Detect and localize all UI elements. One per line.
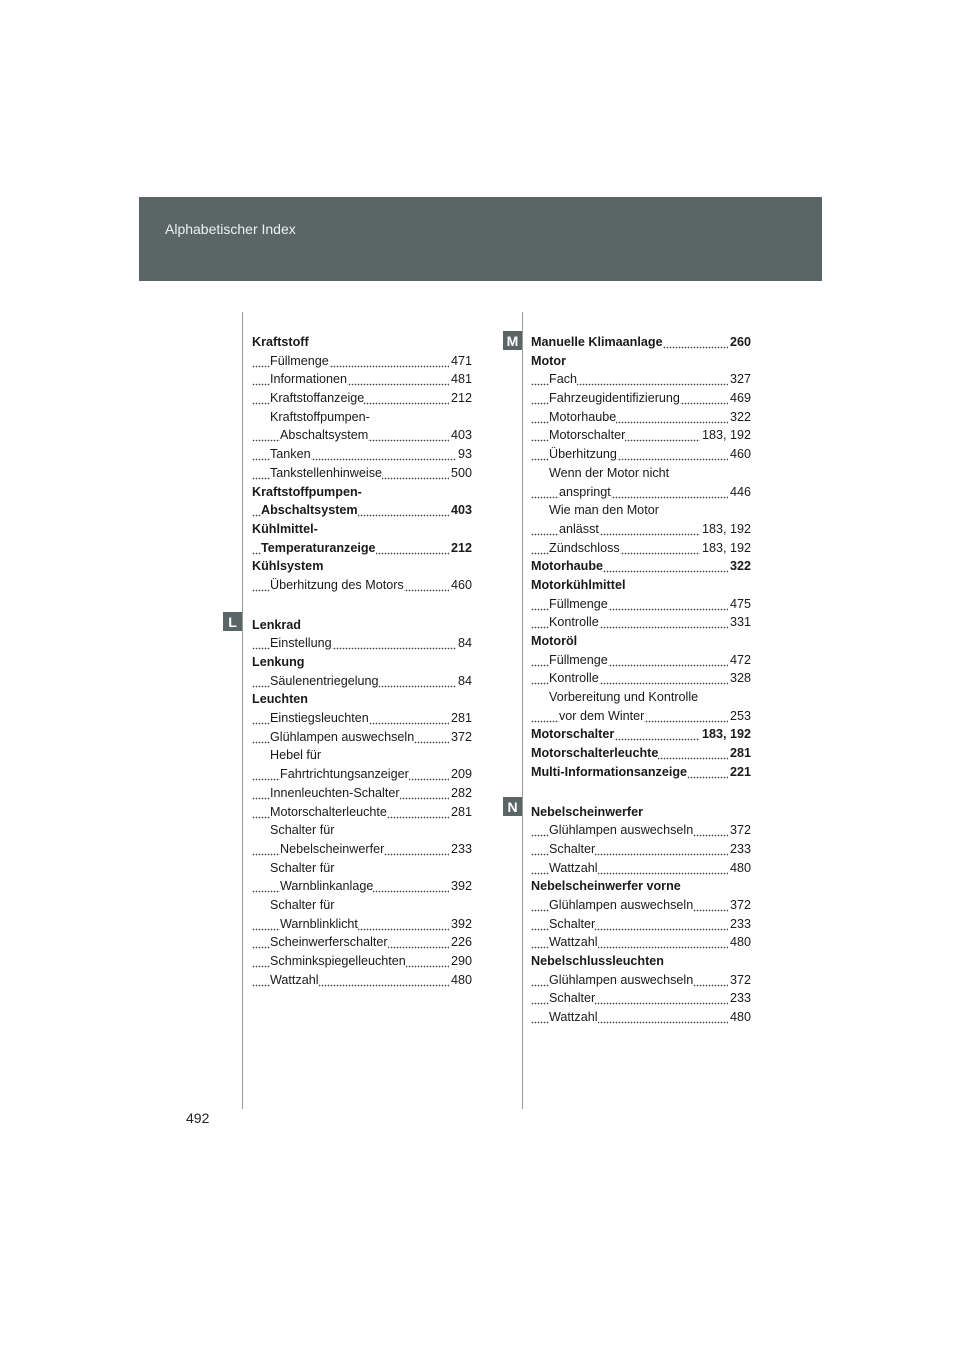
index-entry-page: 281 — [449, 709, 472, 728]
index-entry-text: Multi-Informationsanzeige — [531, 764, 688, 779]
index-entry-text: Tankstellenhinweise — [270, 465, 383, 480]
index-entry — [252, 821, 472, 840]
index-entry-text: Wattzahl — [549, 935, 598, 950]
index-entry-text: Überhitzung — [549, 447, 617, 462]
index-entry-page: 372 — [728, 896, 751, 915]
index-entry-text: Leuchten — [252, 692, 308, 707]
index-entry — [531, 576, 751, 595]
index-entry — [531, 859, 751, 878]
index-entry-page: 226 — [449, 933, 472, 952]
index-entry — [252, 408, 472, 427]
index-entry-page: 233 — [728, 989, 751, 1008]
index-entry-text: Temperaturanzeige — [261, 540, 376, 555]
index-entry-text: Wie man den Motor — [549, 503, 659, 518]
index-entry-text: Nebelschlussleuchten — [531, 954, 664, 968]
index-entry-text: Innenleuchten-Schalter — [270, 785, 400, 800]
page-header — [139, 197, 822, 281]
right-column-divider — [522, 312, 523, 1109]
index-entry — [531, 877, 751, 896]
index-entry — [252, 483, 472, 502]
index-entry — [252, 803, 472, 822]
index-entry — [252, 539, 472, 558]
index-entry — [531, 483, 751, 502]
index-entry-text: Kontrolle — [549, 615, 599, 630]
index-entry — [252, 971, 472, 990]
index-entry-page: 281 — [449, 803, 472, 822]
index-entry — [252, 576, 472, 595]
index-entry — [252, 634, 472, 653]
index-entry — [252, 426, 472, 445]
index-entry — [531, 915, 751, 934]
index-entry-page: 212 — [449, 539, 472, 558]
index-entry-page: 84 — [456, 634, 472, 653]
index-entry-page: 233 — [449, 840, 472, 859]
index-entry-text: Fach — [549, 372, 577, 387]
index-entry-text: Füllmenge — [549, 652, 608, 667]
index-entry-text: Motoröl — [531, 634, 578, 648]
index-entry-page: 260 — [728, 333, 751, 352]
index-entry-text: Manuelle Klimaanlage — [531, 335, 663, 349]
index-entry-text: Glühlampen auswechseln — [549, 823, 694, 838]
index-entry-text: Wattzahl — [549, 860, 598, 875]
index-entry-page: 322 — [728, 408, 751, 427]
index-entry-text: anspringt — [559, 484, 611, 499]
index-entry-page: 460 — [728, 445, 751, 464]
index-entry-text: Wattzahl — [270, 972, 319, 987]
index-entry — [531, 651, 751, 670]
index-entry-text: anlässt — [559, 521, 599, 536]
index-entry-text: Kühlmittel- — [252, 521, 318, 536]
index-entry-page: 281 — [728, 744, 751, 763]
index-entry-page: 328 — [728, 669, 751, 688]
index-group-m — [531, 333, 751, 782]
index-entry-text: Nebelscheinwerfer — [531, 804, 643, 819]
index-column-right — [531, 333, 751, 1027]
index-entry-page: 460 — [449, 576, 472, 595]
index-entry-page: 469 — [728, 389, 751, 408]
index-entry-page: 446 — [728, 483, 751, 502]
left-column-divider — [242, 312, 243, 1109]
index-entry-page: 322 — [728, 557, 751, 576]
index-entry — [531, 688, 751, 707]
index-entry-text: Abschaltsystem — [261, 503, 358, 518]
index-entry — [531, 613, 751, 632]
index-entry-page: 282 — [449, 784, 472, 803]
index-entry-text: Motor — [531, 353, 566, 368]
index-entry-page: 372 — [728, 821, 751, 840]
index-entry — [531, 595, 751, 614]
index-entry — [252, 709, 472, 728]
index-entry-text: Lenkrad — [252, 617, 301, 632]
index-entry — [252, 784, 472, 803]
index-entry-page: 480 — [728, 1008, 751, 1027]
index-entry-text: Füllmenge — [549, 596, 608, 611]
index-entry-text: Nebelscheinwerfer — [280, 841, 385, 856]
index-entry — [252, 840, 472, 859]
index-entry-page: 233 — [728, 915, 751, 934]
index-entry-page: 372 — [728, 971, 751, 990]
index-entry — [252, 389, 472, 408]
index-entry-text: Kontrolle — [549, 671, 599, 686]
index-entry-page: 183, 192 — [700, 426, 751, 445]
index-entry-text: Motorhaube — [549, 409, 617, 424]
index-entry-page: 253 — [728, 707, 751, 726]
index-entry — [531, 445, 751, 464]
index-entry-text: Motorschalter — [549, 428, 626, 443]
index-entry-text: Fahrtrichtungsanzeiger — [280, 767, 409, 782]
index-entry — [252, 952, 472, 971]
index-entry-text: Überhitzung des Motors — [270, 577, 404, 592]
index-entry-page: 233 — [728, 840, 751, 859]
group-spacer — [531, 782, 751, 803]
index-entry — [252, 464, 472, 483]
index-entry-text: Glühlampen auswechseln — [549, 897, 694, 912]
index-entry-page: 481 — [449, 370, 472, 389]
index-entry — [531, 426, 751, 445]
index-entry-page: 500 — [449, 464, 472, 483]
index-entry-text: Lenkung — [252, 655, 305, 669]
index-entry — [531, 501, 751, 520]
section-tab-n: N — [503, 797, 522, 816]
index-entry-page: 221 — [728, 763, 751, 782]
index-entry-page: 212 — [449, 389, 472, 408]
index-entry — [252, 616, 472, 635]
index-entry — [252, 728, 472, 747]
index-entry-page: 372 — [449, 728, 472, 747]
index-entry — [252, 557, 472, 576]
group-spacer — [252, 595, 472, 616]
index-entry — [531, 352, 751, 371]
index-entry — [252, 877, 472, 896]
index-entry — [531, 557, 751, 576]
index-entry — [252, 672, 472, 691]
index-entry — [531, 333, 751, 352]
index-entry — [252, 653, 472, 672]
index-entry-text: Schalter für — [270, 860, 335, 875]
index-entry-page: 327 — [728, 370, 751, 389]
index-entry-text: Tanken — [270, 447, 311, 462]
page-number: 492 — [186, 1110, 210, 1126]
section-tab-m: M — [503, 331, 522, 350]
index-entry-page: 183, 192 — [700, 520, 751, 539]
index-entry-text: Warnblinkanlage — [280, 879, 374, 894]
index-entry-text: Einstellung — [270, 636, 332, 651]
index-entry — [252, 333, 472, 352]
index-entry-text: Motorkühlmittel — [531, 577, 626, 592]
index-entry-page: 209 — [449, 765, 472, 784]
index-entry-text: Kraftstoffpumpen- — [252, 484, 362, 499]
index-entry-page: 392 — [449, 877, 472, 896]
index-entry-text: Motorschalterleuchte — [270, 804, 387, 819]
index-entry-text: Kraftstoffanzeige — [270, 391, 365, 406]
index-entry — [531, 389, 751, 408]
index-entry-text: Abschaltsystem — [280, 428, 369, 443]
index-entry-text: Einstiegsleuchten — [270, 711, 369, 726]
index-entry — [531, 952, 751, 971]
index-entry-text: vor dem Winter — [559, 708, 645, 723]
index-entry-text: Schalter — [549, 916, 596, 931]
index-entry-page: 475 — [728, 595, 751, 614]
index-entry-page: 93 — [456, 445, 472, 464]
index-entry-page: 403 — [449, 426, 472, 445]
index-entry-text: Zündschloss — [549, 540, 620, 555]
index-entry — [531, 821, 751, 840]
index-group-k — [252, 333, 472, 595]
index-entry-page: 480 — [449, 971, 472, 990]
index-entry-text: Motorschalterleuchte — [531, 746, 659, 761]
index-entry — [531, 408, 751, 427]
index-entry-text: Nebelscheinwerfer vorne — [531, 879, 681, 894]
index-entry-text: Säulenentriegelung — [270, 673, 379, 688]
index-entry — [531, 763, 751, 782]
index-entry-page: 183, 192 — [700, 725, 751, 744]
index-entry-text: Wattzahl — [549, 1010, 598, 1025]
header-title: Alphabetischer Index — [165, 221, 296, 237]
index-entry-text: Kraftstoff — [252, 335, 309, 349]
index-entry — [252, 520, 472, 539]
index-entry-text: Schminkspiegelleuchten — [270, 954, 406, 968]
index-entry — [252, 859, 472, 878]
index-entry — [252, 370, 472, 389]
index-entry-text: Schalter für — [270, 897, 335, 912]
index-entry-page: 290 — [449, 952, 472, 971]
index-entry — [252, 690, 472, 709]
index-entry — [252, 501, 472, 520]
index-entry-text: Kraftstoffpumpen- — [270, 409, 370, 424]
index-entry-text: Scheinwerferschalter — [270, 935, 388, 950]
index-entry-page: 183, 192 — [700, 539, 751, 558]
index-entry-page: 471 — [449, 352, 472, 371]
index-entry — [531, 933, 751, 952]
index-entry-text: Hebel für — [270, 748, 322, 763]
index-entry — [531, 840, 751, 859]
index-column-left — [252, 333, 472, 989]
index-entry-page: 403 — [449, 501, 472, 520]
index-entry-text: Wenn der Motor nicht — [549, 465, 670, 480]
index-entry — [531, 744, 751, 763]
index-entry — [531, 1008, 751, 1027]
index-entry — [531, 370, 751, 389]
index-entry-page: 480 — [728, 933, 751, 952]
index-entry — [531, 896, 751, 915]
index-entry — [531, 464, 751, 483]
index-entry-text: Fahrzeugidentifizierung — [549, 391, 680, 406]
index-entry-text: Schalter für — [270, 823, 335, 838]
index-entry — [252, 765, 472, 784]
index-entry — [252, 746, 472, 765]
index-entry-text: Schalter — [549, 991, 596, 1006]
index-entry — [531, 803, 751, 822]
index-entry — [252, 915, 472, 934]
index-entry-page: 392 — [449, 915, 472, 934]
index-entry-page: 331 — [728, 613, 751, 632]
index-entry — [531, 669, 751, 688]
index-entry-page: 84 — [456, 672, 472, 691]
index-entry-text: Motorschalter — [531, 727, 615, 742]
index-entry — [252, 445, 472, 464]
section-tab-l: L — [223, 612, 242, 631]
index-entry — [531, 971, 751, 990]
index-entry-text: Kühlsystem — [252, 559, 324, 574]
index-entry-page: 480 — [728, 859, 751, 878]
index-group-n — [531, 803, 751, 1027]
index-entry-page: 472 — [728, 651, 751, 670]
index-entry — [531, 725, 751, 744]
index-group-l — [252, 616, 472, 990]
index-entry-text: Füllmenge — [270, 353, 329, 368]
index-entry — [252, 896, 472, 915]
index-entry — [531, 539, 751, 558]
index-entry — [531, 632, 751, 651]
index-entry-text: Schalter — [549, 841, 596, 856]
index-entry-text: Glühlampen auswechseln — [270, 729, 415, 744]
index-entry — [252, 352, 472, 371]
index-entry-text: Warnblinklicht — [280, 916, 358, 931]
index-entry-text: Glühlampen auswechseln — [549, 972, 694, 987]
index-entry — [252, 933, 472, 952]
index-entry-text: Motorhaube — [531, 559, 604, 574]
index-entry-text: Informationen — [270, 372, 348, 387]
index-entry — [531, 707, 751, 726]
index-entry — [531, 989, 751, 1008]
index-entry-text: Vorbereitung und Kontrolle — [549, 690, 699, 705]
index-entry — [531, 520, 751, 539]
